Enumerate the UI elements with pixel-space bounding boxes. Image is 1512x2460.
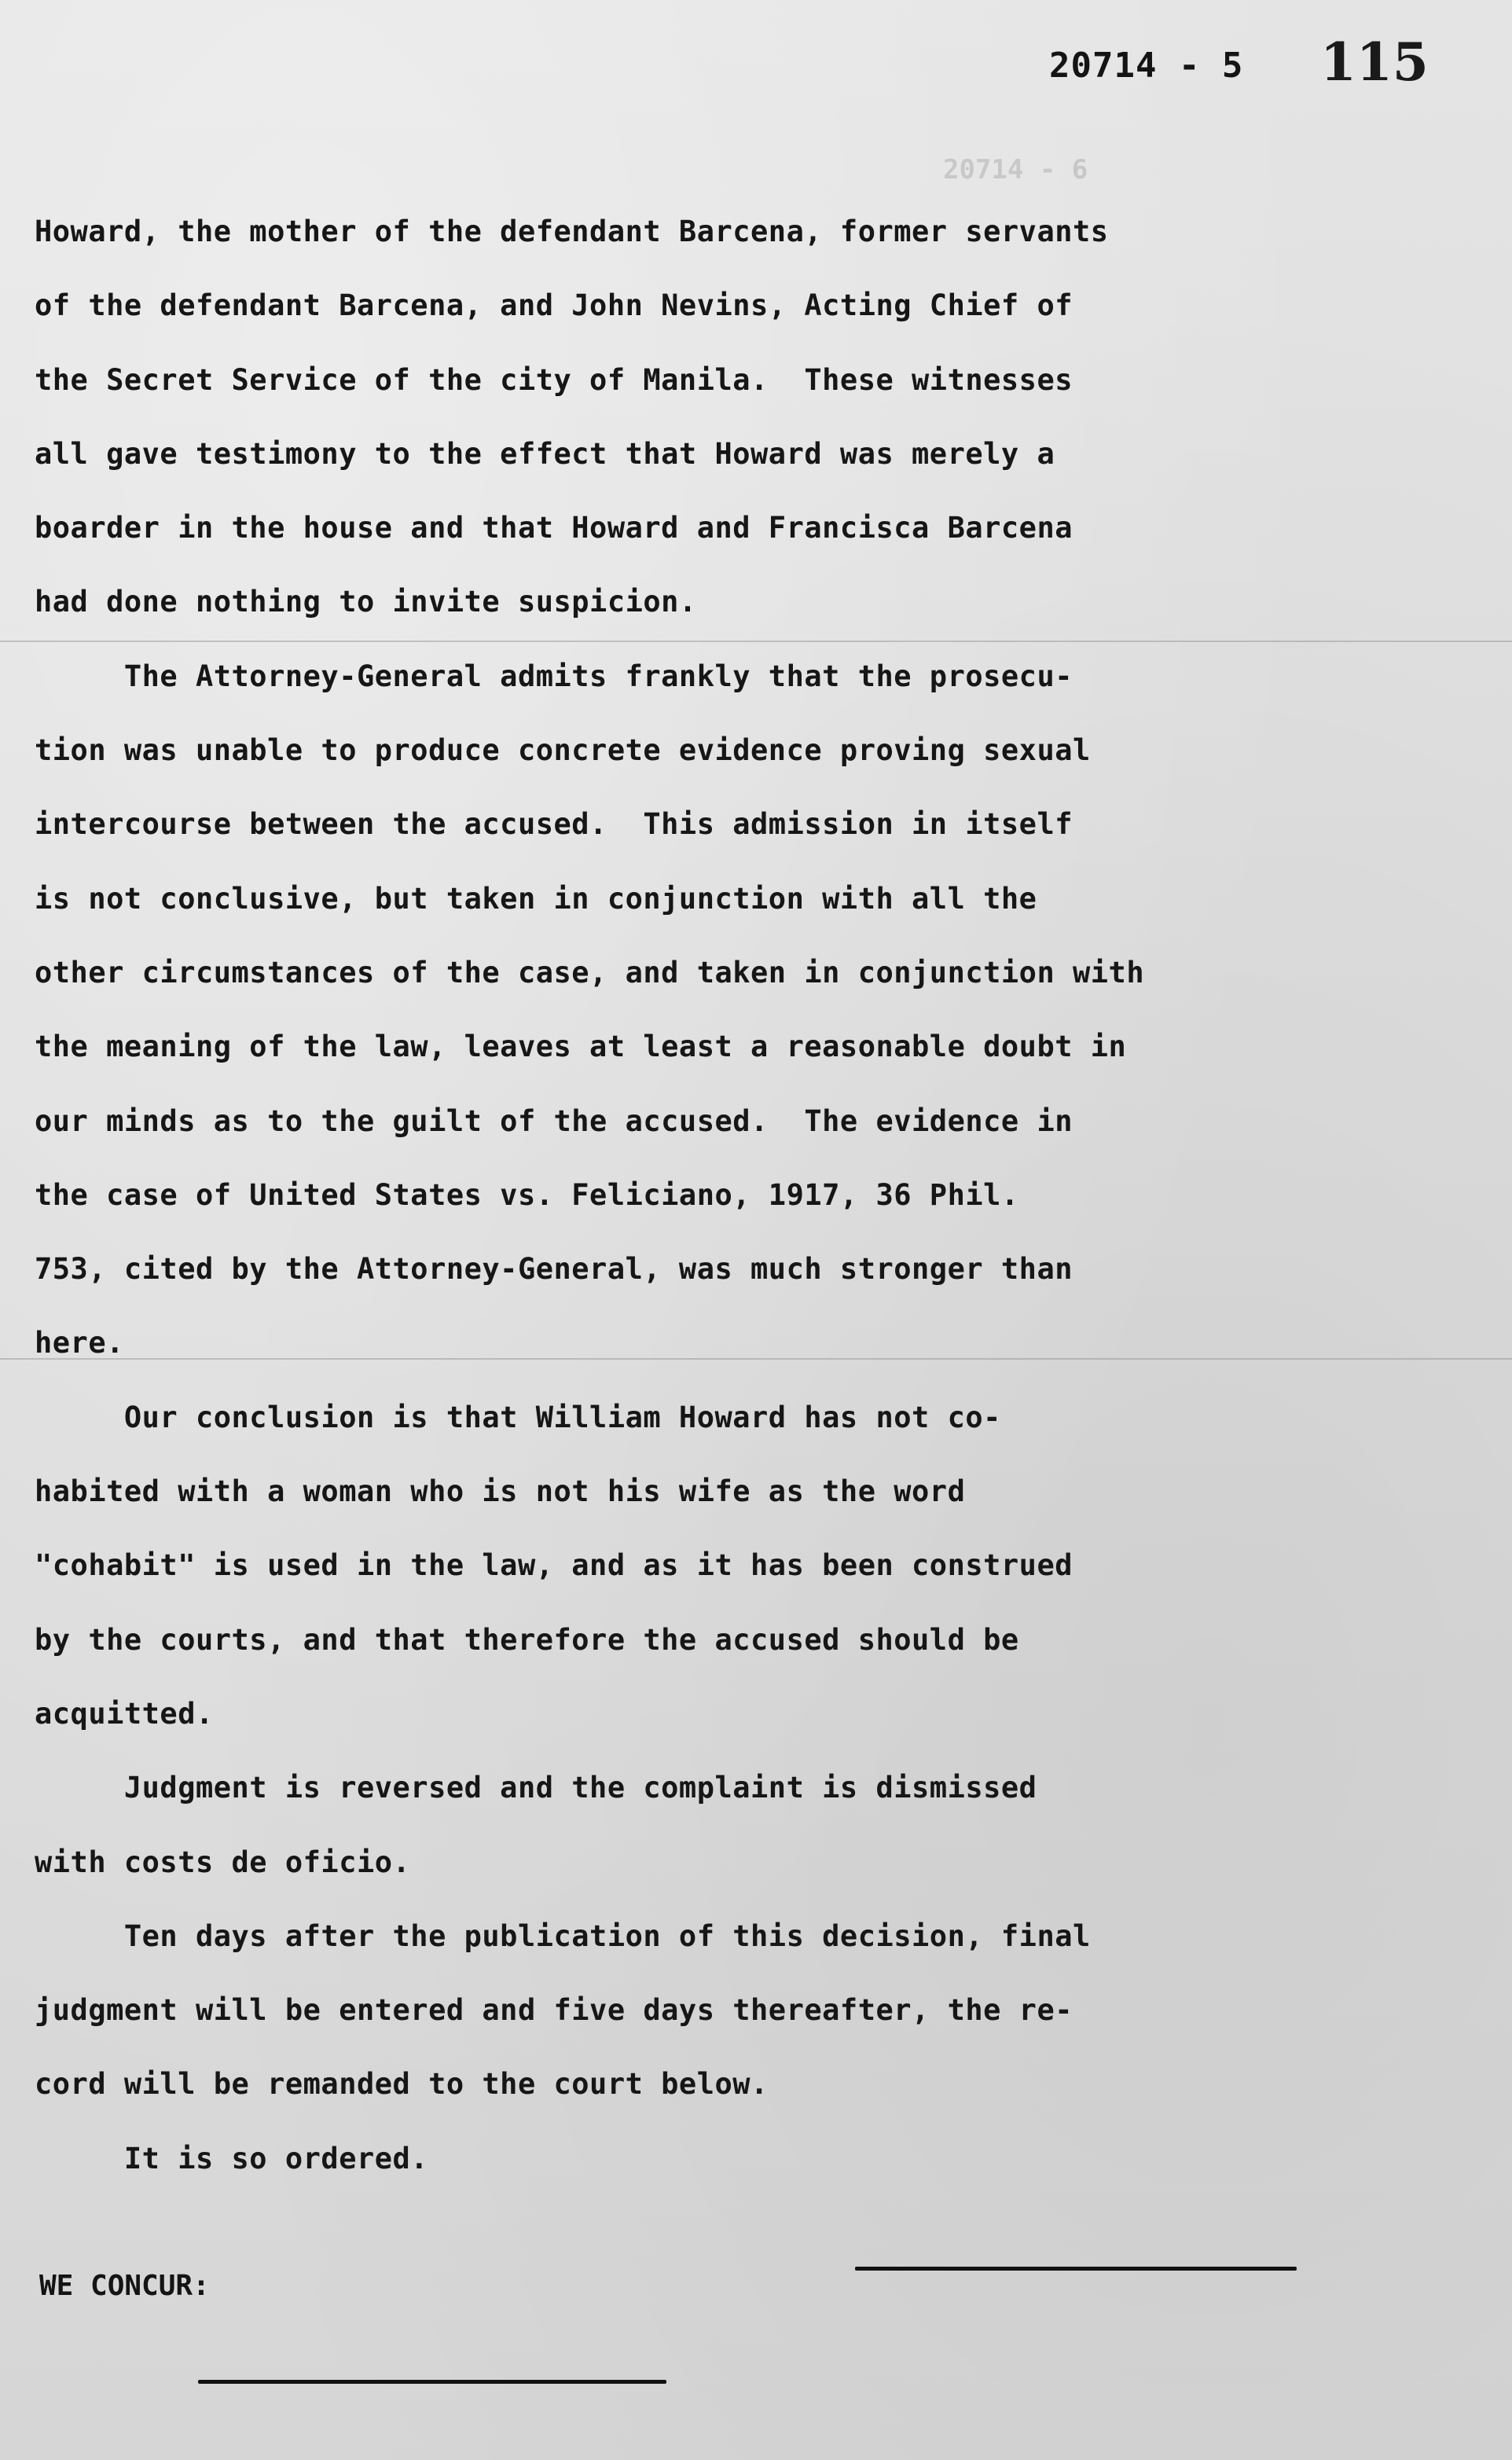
concurring-signature-line [198,2380,666,2384]
text-line: with costs de oficio. [35,1845,411,1879]
text-line: is not conclusive, but taken in conjunction with all the [35,881,1037,916]
text-line: by the courts, and that therefore the accused should be [35,1622,1019,1657]
text-line: habited with a woman who is not his wife as the word [35,1474,966,1509]
text-line: acquitted. [35,1696,214,1731]
text-line: our minds as to the guilt of the accused. The evidence in [35,1103,1073,1138]
text-line: 753, cited by the Attorney-General, was much stronger than [35,1252,1073,1287]
text-line: tion was unable to produce concrete evidence proving sexual [35,733,1091,768]
text-line: The Attorney-General admits frankly that the prosecu- [35,659,1073,693]
text-line: Ten days after the publication of this decision, final [35,1918,1091,1953]
text-line: Howard, the mother of the defendant Barcena, former servants [35,215,1109,248]
decision-text [35,195,1496,2196]
text-line: of the defendant Barcena, and John Nevins, Acting Chief of [35,288,1073,323]
we-concur-label: WE CONCUR: [39,2270,210,2302]
text-line: the Secret Service of the city of Manila. These witnesses [35,362,1073,397]
text-line: Our conclusion is that William Howard has not co- [35,1400,1001,1434]
text-line: the meaning of the law, leaves at least a reasonable doubt in [35,1030,1127,1064]
signature-line [855,2267,1297,2271]
text-line: boarder in the house and that Howard and Francisca Barcena [35,511,1073,545]
text-line: cord will be remanded to the court below. [35,2067,769,2102]
text-line: "cohabit" is used in the law, and as it has been construed [35,1548,1073,1583]
text-line: Judgment is reversed and the complaint is dismissed [35,1771,1037,1805]
text-line: had done nothing to invite suspicion. [35,585,697,619]
document-number: 20714 - 5 [1049,46,1244,86]
text-line: intercourse between the accused. This admission in itself [35,807,1073,842]
text-line: other circumstances of the case, and taken in conjunction with [35,955,1145,990]
text-line: the case of United States vs. Feliciano, 1917, 36 Phil. [35,1177,1019,1212]
text-line: It is so ordered. [35,2141,429,2175]
text-line: judgment will be entered and five days thereafter, the re- [35,1993,1073,2028]
page-number: 115 [1320,31,1429,93]
text-line: all gave testimony to the effect that Howard was merely a [35,436,1055,471]
bleed-through-number: 20714 - 6 [943,154,1088,185]
text-line: here. [35,1326,124,1360]
